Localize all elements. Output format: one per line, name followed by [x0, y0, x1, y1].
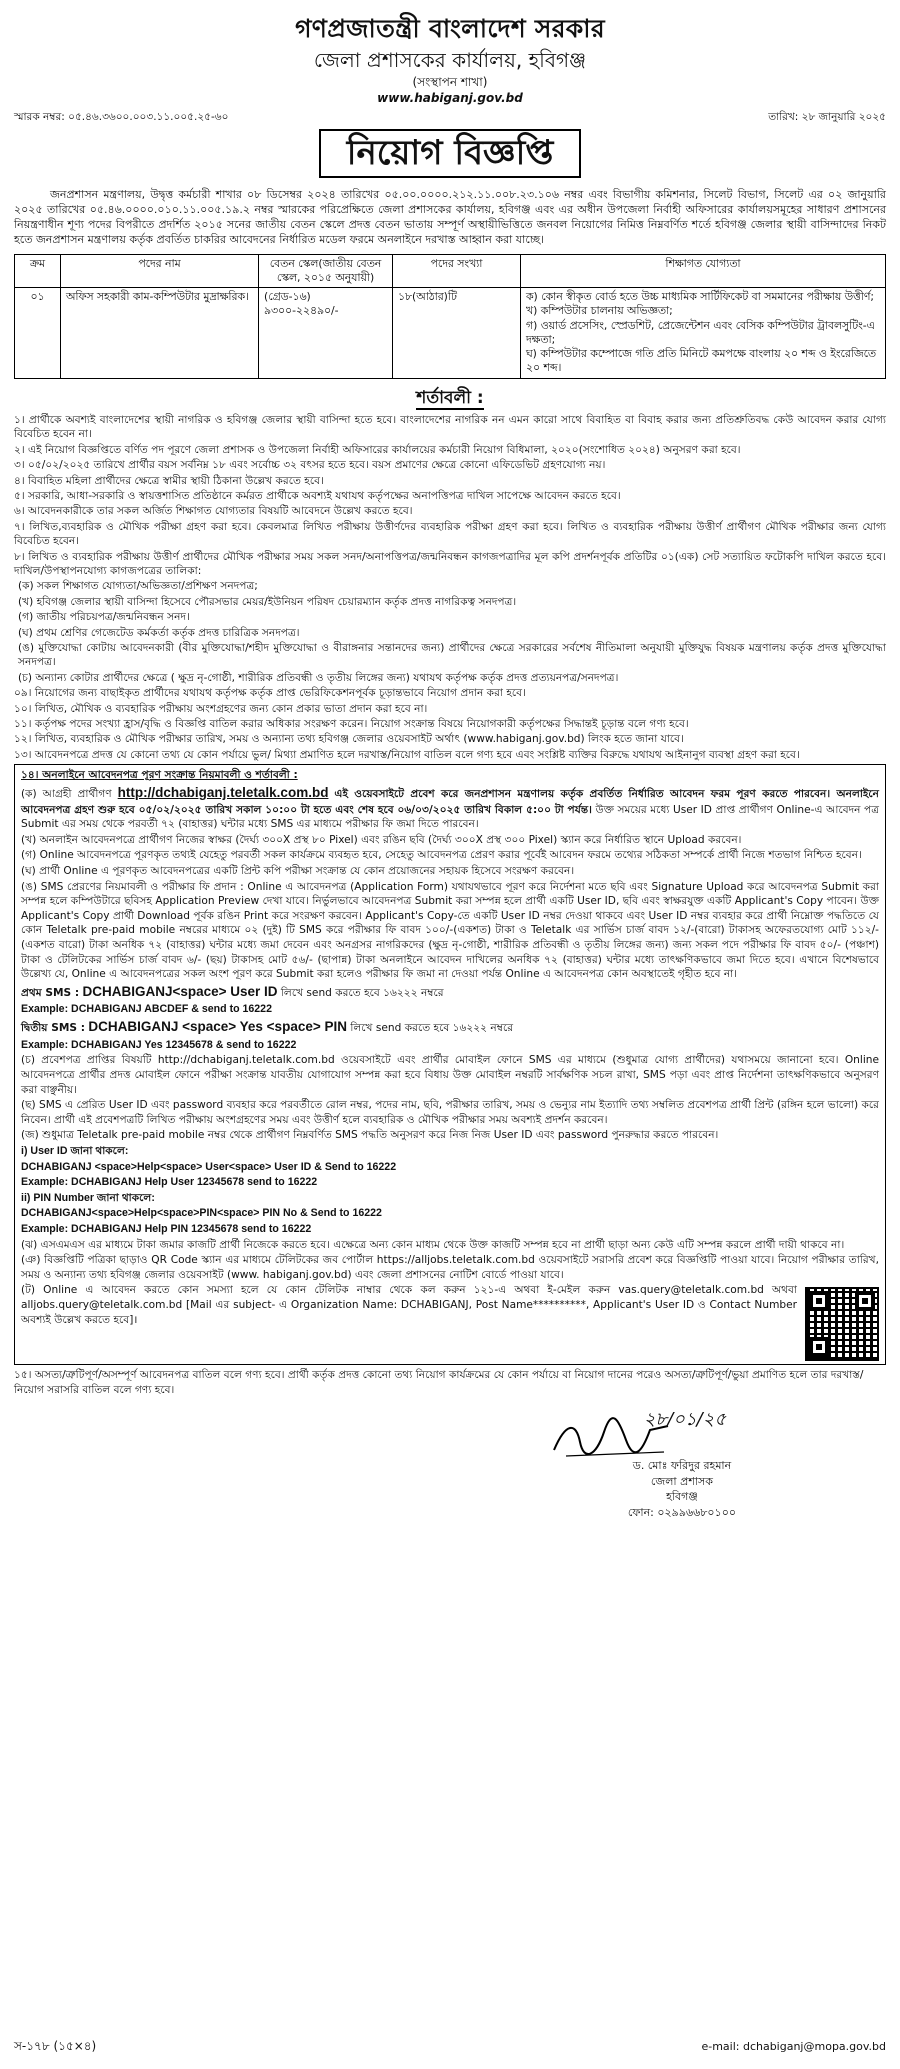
clause: ৮। লিখিত ও ব্যবহারিক পরীক্ষায় উত্তীর্ণ প্রার্থীদের মৌখিক পরীক্ষার সময় সকল সনদ/অনাপত্তিপত্র/জন্মনিবন্ধন কাগজপত্রাদির মূল কপি প্রদর্শনপূর্বক প্রতিটির ০১(এক) সেট সত্যায়িত ফটোকপি দাখিল করতে হবে। দাখিল/উপস্থাপনযোগ্য কাগজপত্রের তালিকা: [14, 550, 886, 578]
edu-item: গ) ওয়ার্ড প্রসেসিং, স্প্রেডশিট, প্রেজেন্টেশন এবং বেসিক কম্পিউটার ট্রাবলসুটিং-এ দক্ষতা; [526, 318, 875, 346]
doc-item: (ঘ) প্রথম শ্রেণির গেজেটেড কর্মকর্তা কর্তৃক প্রদত্ত চারিত্রিক সনদপত্র। [18, 626, 300, 639]
sms-second-tail: লিখে send করতে হবে ১৬২২২ নম্বরে [350, 1022, 514, 1035]
clause: ২। এই নিয়োগ বিজ্ঞপ্তিতে বর্ণিত পদ পূরণে জেলা প্রশাসক ও উপজেলা নির্বাহী অফিসারের কার্যালয়ের কর্মচারী নিয়োগ বিধিমালা, ২০২০(সংশোধিত ২০২৪) অনুসরণ করা হবে। [14, 443, 741, 456]
online-clause-cha: (চ) প্রবেশপত্র প্রাপ্তির বিষয়টি http://dchabiganj.teletalk.com.bd ওয়েবসাইটে এবং প্রার্থীর মোবাইল ফোনে SMS এর মাধ্যমে (শুধুমাত্র যোগ্য প্রার্থীদের) যথাসময়ে জানানো হবে। Online আবেদনপত্রে প্রার্থীর প্রদত্ত মোবাইল ফোনে পরীক্ষা সংক্রান্ত যাবতীয় যোগাযোগ সম্পন্ন করা হবে বিধায় উক্ত মোবাইল নম্বরটি সার্বক্ষণিক সচল রাখা, SMS পড়া এবং প্রাপ্ত নির্দেশনা তাৎক্ষণিকভাবে অনুসরণ করা বাঞ্ছনীয়। [21, 1054, 879, 1096]
clause: ১। প্রার্থীকে অবশ্যই বাংলাদেশের স্থায়ী নাগরিক ও হবিগঞ্জ জেলার স্থায়ী বাসিন্দা হতে হবে। বাংলাদেশের নাগরিক নন এমন কারো সাথে বিবাহিত বা বিবাহ করার জন্য প্রতিশ্রুতিবদ্ধ কেউ আবেদন করার যোগ্য বিবেচিত হবেন না। [14, 413, 886, 441]
clause-15-wrap [14, 1368, 886, 1398]
signature-date: ২৮/০১/২৫ [643, 1409, 726, 1431]
clause: ১৩। আবেদনপত্রে প্রদত্ত যে কোনো তথ্য যে কোন পর্যায়ে ভুল/ মিথ্যা প্রমাণিত হলে দরখাস্ত/নিয়োগ বাতিল বলে গণ্য হবে এবং সংশ্লিষ্ট ব্যক্তির বিরুদ্ধে যথাযথ আইনানুগ ব্যবস্থা গ্রহণ করা হবে। [14, 748, 800, 761]
qr-finder-icon [809, 1291, 829, 1311]
signatory-district: হবিগঞ্জ [666, 1490, 698, 1504]
cell-post-name: অফিস সহকারী কাম-কম্পিউটার মুদ্রাক্ষরিক। [61, 288, 259, 379]
clause: ৭। লিখিত,ব্যবহারিক ও মৌখিক পরীক্ষা গ্রহণ করা হবে। কেবলমাত্র লিখিত পরীক্ষায় উত্তীর্ণদের ব্যবহারিক পরীক্ষা গ্রহণ করা হবে। লিখিত ও ব্যবহারিক পরীক্ষায় উত্তীর্ণ প্রার্থীগণ মৌখিক পরীক্ষার জন্য যোগ্য বিবেচিত হবেন। [14, 520, 886, 548]
online-ka-lead: (ক) আগ্রহী প্রার্থীগণ [21, 787, 112, 800]
edu-item: খ) কম্পিউটার চালনায় অভিজ্ঞতা; [526, 304, 673, 318]
clause: ১২। লিখিত, ব্যবহারিক ও মৌখিক পরীক্ষার তারিখ, সময় ও অন্যান্য তথ্য হবিগঞ্জ জেলার ওয়েবসাইট অর্থাৎ (www.habiganj.gov.bd) লিংক হতে জানা যাবে। [14, 733, 684, 746]
clause: ৪। বিবাহিত মহিলা প্রার্থীদের ক্ষেত্রে স্বামীর স্থায়ী ঠিকানা উল্লেখ করতে হবে। [14, 474, 324, 487]
conditions-list [14, 413, 886, 762]
doc-item: (ঙ) মুক্তিযোদ্ধা কোটায় আবেদনকারী (বীর মুক্তিযোদ্ধা/শহীদ মুক্তিযোদ্ধা ও বীরাঙ্গনার সন্তানদের জন্য) প্রার্থীদের ক্ষেত্রে সরকারের সর্বশেষ নীতিমালা অনুযায়ী মুক্তিযুদ্ধ বিষয়ক মন্ত্রণালয় কর্তৃক প্রদত্ত মুক্তিযোদ্ধা সনদপত্র। [18, 642, 886, 669]
sms-first-label: প্রথম SMS : [21, 986, 80, 999]
sms-second-label: দ্বিতীয় SMS : [21, 1022, 85, 1035]
sms-second-example: Example: DCHABIGANJ Yes 12345678 & send to 16222 [21, 1038, 297, 1051]
th-post-count: পদের সংখ্যা [393, 254, 521, 288]
signature-block [14, 1404, 886, 1524]
online-ka-text: এই ওয়েবসাইটে প্রবেশ করে জনপ্রশাসন মন্ত্রণালয় কর্তৃক প্রবর্তিত নির্ধারিত আবেদন ফরম পূরণ করতে পারবেন। অনলাইনে আবেদনপত্র গ্রহণ শুরু হবে ০৫/০২/২০২৫ তারিখ সকাল ১০:০০ টা হতে এবং শেষ হবে ০৬/০৩/২০২৫ তারিখ বিকাল ৫:০০ টা পর্যন্ত। [21, 787, 880, 816]
sms-first-example: Example: DCHABIGANJ ABCDEF & send to 16222 [21, 1003, 272, 1016]
signatory-designation: জেলা প্রশাসক [650, 1474, 713, 1488]
publication-code: স-১৭৮ (১৫×৪) [14, 2039, 97, 2054]
qr-code-icon[interactable] [805, 1287, 879, 1361]
online-clause-nya: (ঞ) বিজ্ঞপ্তিটি পত্রিকা ছাড়াও QR Code স্ক্যান এর মাধ্যমে টেলিটকের জব পোর্টাল https://alljobs.teletalk.com.bd ওয়েবসাইটে সরাসরি প্রবেশ করে বিজ্ঞপ্তিটি পাওয়া যাবে। নিয়োগ পরীক্ষার তারিখ, সময় ও অন্যান্য তথ্য হবিগঞ্জ জেলার ওয়েবসাইট (www. habiganj.gov.bd) এবং জেলা প্রশাসনের নোটিশ বোর্ডে পাওয়া যাবে। [21, 1254, 879, 1281]
clause: ১১। কর্তৃপক্ষ পদের সংখ্যা হ্রাস/বৃদ্ধি ও বিজ্ঞপ্তি বাতিল করার অধিকার সংরক্ষণ করেন। নিয়োগ সংক্রান্ত বিষয়ে নিয়োগকারী কর্তৃপক্ষের সিদ্ধান্তই চূড়ান্ত বলে গণ্য হবে। [14, 718, 689, 731]
edu-item: ঘ) কম্পিউটার কম্পোজে গতি প্রতি মিনিটে কমপক্ষে বাংলায় ২০ শব্দ ও ইংরেজিতে ২০ শব্দ। [526, 347, 877, 375]
th-pay-scale: বেতন স্কেল(জাতীয় বেতন স্কেল, ২০১৫ অনুযায়ী) [259, 254, 393, 288]
online-clause-chha: (ছ) SMS এ প্রেরিত User ID এবং password ব্যবহার করে পরবর্তীতে রোল নম্বর, পদের নাম, ছবি, পরীক্ষার তারিখ, সময় ও ভেন্যুর নাম ইত্যাদি তথ্য সম্বলিত প্রবেশপত্র প্রার্থী প্রিন্ট (রঙ্গিন হলে ভালো) করে নিবেন। প্রার্থী এই প্রবেশপত্রটি লিখিত পরীক্ষায় অংশগ্রহণের সময় এবং উত্তীর্ণ হলে ব্যবহারিক ও মৌখিক পরীক্ষার সময় অবশ্যই প্রদর্শন করবেন। [21, 1099, 879, 1126]
conditions-heading: শর্তাবলী : [416, 387, 484, 408]
qr-finder-icon [855, 1291, 875, 1311]
contact-email[interactable]: e-mail: dchabiganj@mopa.gov.bd [701, 2040, 886, 2054]
table-header-row [15, 254, 886, 288]
signatory [628, 1458, 736, 1520]
sms-first-command: DCHABIGANJ<space> User ID [82, 983, 278, 999]
conditions-heading-wrap [14, 387, 886, 409]
doc-item: (খ) হবিগঞ্জ জেলার স্থায়ী বাসিন্দা হিসেবে পৌরসভার মেয়র/ইউনিয়ন পরিষদ চেয়ারম্যান কর্তৃক প্রদত্ত নাগরিকত্ব সনদপত্র। [18, 595, 517, 608]
contact-row [21, 1283, 879, 1361]
cell-pay-scale: (গ্রেড-১৬) ৯৩০০-২২৪৯০/- [259, 288, 393, 379]
signatory-phone: ফোন: ০২৯৯৬৬৮০১০০ [627, 1505, 736, 1519]
clause: ০৯। নিয়োগের জন্য বাছাইকৃত প্রার্থীদের যথাযথ কর্তৃপক্ষ কর্তৃক প্রাপ্ত ভেরিফিকেশনপূর্বক চূড়ান্তভাবে নিয়োগ প্রদান করা হবে। [14, 687, 526, 700]
branch-name: (সংস্থাপন শাখা) [412, 75, 488, 90]
clause: ৫। সরকারি, আধা-সরকারি ও স্বায়ত্তশাসিত প্রতিষ্ঠানে কর্মরত প্রার্থীকে অবশ্যই যথাযথ কর্তৃপক্ষের অনাপত্তিপত্র দাখিল সাপেক্ষে আবেদন করতে হবে। [14, 489, 621, 502]
recovery-userid-label: i) User ID জানা থাকলে: [21, 1144, 129, 1157]
online-clause-jha: (ঝ) এসএমএস এর মাধ্যমে টাকা জমার কাজটি প্রার্থী নিজেকে করতে হবে। এক্ষেত্রে অন্য কোন মাধ্যম থেকে উক্ত কাজটি সম্পন্ন হবে না প্রার্থী ছাড়া অন্য কেউ এটি সম্পন্ন করলে প্রার্থী দায়ী থাকবে না। [21, 1238, 845, 1251]
notice-title: নিয়োগ বিজ্ঞপ্তি [319, 129, 582, 178]
clause: ৬। আবেদনকারীকে তার সকল অর্জিত শিক্ষাগত যোগ্যতার বিষয়টি আবেদনে উল্লেখ করতে হবে। [14, 505, 413, 518]
online-clause-ta: (ট) Online এ আবেদন করতে কোন সমস্যা হলে যে কোন টেলিটক নাম্বার থেকে কল করুন ১২১-এ অথবা ই-মেইল করুন vas.query@teletalk.com.bd অথবা alljobs.query@teletalk.com.bd [Mail এর subject- এ Organization Name: DCHABIGANJ, Post Name**********, Applicant's User ID ও Contact Number অবশ্যই উল্লেখ করতে হবে]। [21, 1284, 797, 1326]
online-clause-ga: (গ) Online আবেদনপত্রে পূরণকৃত তথ্যই যেহেতু পরবর্তী সকল কার্যক্রমে ব্যবহৃত হবে, সেহেতু আবেদনপত্র প্রেরণ করার পূর্বেই আবেদন ফরমে তথ্যের সঠিকতা সম্পর্কে প্রার্থী নিজে শতভাগ নিশ্চিত হবেন। [21, 849, 862, 862]
posts-table [14, 254, 886, 379]
online-clause-nga: (ঙ) SMS প্রেরণের নিয়মাবলী ও পরীক্ষার ফি প্রদান : Online এ আবেদনপত্র (Application Form) যথাযথভাবে পূরণ করে নির্দেশনা মতে ছবি এবং Signature Upload করে আবেদনপত্র Submit করা সম্পন্ন হলে কম্পিউটারে ছবিসহ Application Preview দেখা যাবে। নির্ভুলভাবে আবেদনপত্র Submit করা সম্পন্ন হলে প্রার্থী একটি User ID, ছবি এবং স্বাক্ষরযুক্ত একটি Applicant's Copy পাবেন। উক্ত Applicant's Copy প্রার্থী Download পূর্বক রঙিন Print করে সংরক্ষণ করবেন। Applicant's Copy-তে একটি User ID নম্বর দেওয়া থাকবে এবং User ID নম্বর ব্যবহার করে প্রার্থী নিম্নোক্ত পদ্ধতিতে যে কোন Teletalk pre-paid mobile নম্বরের মাধ্যমে ০২ (দুই) টি SMS করে পরীক্ষার ফি বাবদ ১০০/-(একশত) টাকা ও Teletalk এর সার্ভিস চার্জ বাবদ ১২/-(বারো) টাকাসহ অফেরতযোগ্য মোট ১১২/-(একশত বারো) টাকা অনধিক ৭২ (বাহাত্তর) ঘন্টার মধ্যে জমা দেবেন এবং অনগ্রসর নাগরিকদের (ক্ষুদ্র নৃ-গোষ্ঠী, শারীরিক প্রতিবন্ধী ও তৃতীয় লিঙ্গের জন্য) জন্য সকল পদে পরীক্ষার ফি বাবদ ৫০/- (পঞ্চাশ) টাকা ও টেলিটকের সার্ভিস চার্জ বাবদ ৬/- (ছয়) টাকাসহ মোট ৫৬/- (ছাপান্ন) টাকা অনলাইনে আবেদন দাখিলের অনধিক ৭২ (বাহাত্তর) ঘন্টার মধ্যে তাৎক্ষণিকভাবে জমা দিতে হবে। এখানে বিশেষভাবে উল্লেখ্য যে, Online এ আবেদনপত্রের সকল অংশ পূরণ করে Submit করা হলেও পরীক্ষার ফি জমা না দেওয়া পর্যন্ত Online এ আবেদনপত্র কোন অবস্থাতেই গৃহীত হবে না। [21, 880, 879, 981]
online-application-box [14, 764, 886, 1365]
doc-item: (গ) জাতীয় পরিচয়পত্র/জন্মনিবন্ধন সনদ। [18, 611, 190, 624]
online-clause-gha: (ঘ) প্রার্থী Online এ পূরণকৃত আবেদনপত্রের একটি প্রিন্ট কপি পরীক্ষা সংক্রান্ত যে কোন প্রয়োজনের সহায়ক হিসেবে সংরক্ষণ করবেন। [21, 864, 575, 877]
online-clause-ja: (জ) শুধুমাত্র Teletalk pre-paid mobile নম্বর থেকে প্রার্থীগণ নিম্নবর্ণিত SMS পদ্ধতি অনুসরণ করে নিজ নিজ User ID এবং password পুনরুদ্ধার করতে পারবেন। [21, 1129, 719, 1142]
clause: ১০। লিখিত, মৌখিক ও ব্যবহারিক পরীক্ষায় অংশগ্রহণের জন্য কোন প্রকার ভাতা প্রদান করা হবে না। [14, 702, 428, 715]
memo-date: তারিখ: ২৮ জানুয়ারি ২০২৫ [768, 111, 886, 124]
office-website: www.habiganj.gov.bd [377, 91, 523, 106]
application-url-link[interactable]: http://dchabiganj.teletalk.com.bd [117, 784, 329, 800]
online-clause-ka [21, 784, 879, 832]
clause: ১৫। অসত্য/ত্রুটিপূর্ণ/অসম্পূর্ণ আবেদনপত্র বাতিল বলে গণ্য হবে। প্রার্থী কর্তৃক প্রদত্ত কোনো তথ্য নিয়োগ কার্যক্রমের যে কোন পর্যায়ে বা নিয়োগ দানের পরেও অসত্য/ত্রুটিপূর্ণ/ভুয়া প্রমাণিত হলে তার দরখাস্ত/নিয়োগ সরাসরি বাতিল বলে গণ্য হবে। [14, 1369, 864, 1397]
recovery-pin-label: ii) PIN Number জানা থাকলে: [21, 1191, 155, 1204]
page-footer [14, 2039, 886, 2055]
edu-item: ক) কোন স্বীকৃত বোর্ড হতে উচ্চ মাধ্যমিক সার্টিফিকেট বা সমমানের পরীক্ষায় উত্তীর্ণ; [526, 290, 875, 304]
recovery-pin-example: Example: DCHABIGANJ Help PIN 12345678 send to 16222 [21, 1223, 312, 1236]
doc-item: (ক) সকল শিক্ষাগত যোগ্যতা/অভিজ্ঞতা/প্রশিক্ষণ সনদপত্র; [18, 580, 258, 593]
sms-first [21, 983, 879, 1002]
memo-ref: স্মারক নম্বর: ০৫.৪৬.৩৬০০.০০৩.১১.০০৫.২৫-৬০ [14, 111, 229, 124]
office-name: জেলা প্রশাসকের কার্যালয়, হবিগঞ্জ [313, 48, 587, 72]
table-row [15, 288, 886, 379]
th-post-name: পদের নাম [61, 254, 259, 288]
memo-row [14, 111, 886, 125]
signatory-name: ড. মোঃ ফরিদুর রহমান [632, 1459, 732, 1473]
cell-education [521, 288, 886, 379]
sms-second [21, 1018, 879, 1037]
th-education: শিক্ষাগত যোগ্যতা [521, 254, 886, 288]
title-box [14, 129, 886, 178]
letterhead [14, 12, 886, 107]
sms-first-tail: লিখে send করতে হবে ১৬২২২ নম্বরে [280, 986, 444, 999]
qr-finder-icon [809, 1337, 829, 1357]
online-ka-fee-text: উক্ত সময়ের মধ্যে User ID প্রাপ্ত প্রার্থীগণ Online-এ আবেদন পত্র Submit এর সময় থেকে পরবর্তী ৭২ (বাহাত্তর) ঘন্টার মধ্যে SMS এর মাধ্যমে পরীক্ষার ফি জমা দিতে পারবেন। [21, 803, 879, 831]
cell-serial: ০১ [15, 288, 61, 379]
online-heading: ১৪। অনলাইনে আবেদনপত্র পূরণ সংক্রান্ত নিয়মাবলী ও শর্তাবলী : [21, 769, 298, 782]
recovery-userid-example: Example: DCHABIGANJ Help User 12345678 send to 16222 [21, 1176, 318, 1189]
cell-post-count: ১৮(আঠার)টি [393, 288, 521, 379]
online-clause-kha: (খ) অনলাইন আবেদনপত্রে প্রার্থীগণ নিজের স্বাক্ষর (দৈর্ঘ্য ৩০০X প্রস্থ ৮০ Pixel) এবং রঙিন ছবি (দৈর্ঘ্য ৩০০X প্রস্থ ৩০০ Pixel) স্ক্যান করে নির্ধারিত স্থানে Upload করবেন। [21, 833, 742, 846]
sms-second-command: DCHABIGANJ <space> Yes <space> PIN [88, 1019, 347, 1035]
recovery-pin-command: DCHABIGANJ<space>Help<space>PIN<space> PIN No & Send to 16222 [21, 1207, 382, 1220]
recovery-userid-command: DCHABIGANJ <space>Help<space> User<space> User ID & Send to 16222 [21, 1160, 397, 1173]
government-name: গণপ্রজাতন্ত্রী বাংলাদেশ সরকার [295, 14, 605, 43]
doc-item: (চ) অন্যান্য কোটার প্রার্থীদের ক্ষেত্রে ( ক্ষুদ্র নৃ-গোষ্ঠী, শারীরিক প্রতিবন্ধী ও তৃতীয় লিঙ্গের জন্য) যথাযথ কর্তৃপক্ষ কর্তৃক প্রদত্ত প্রত্যয়নপত্র/সনদপত্র। [18, 671, 619, 684]
clause: ৩। ০৫/০২/২০২৫ তারিখে প্রার্থীর বয়স সর্বনিম্ন ১৮ এবং সর্বোচ্চ ৩২ বৎসর হতে হবে। বয়স প্রমাণের ক্ষেত্রে কোনো এফিডেভিট গ্রহণযোগ্য নয়। [14, 459, 606, 472]
th-serial: ক্রম [15, 254, 61, 288]
intro-paragraph: জনপ্রশাসন মন্ত্রণালয়, উদ্বৃত্ত কর্মচারী শাখার ০৮ ডিসেম্বর ২০২৪ তারিখের ০৫.০০.০০০০.২১২.১১.০০৮.২৩.১০৬ নম্বর এবং বিভাগীয় কমিশনার, সিলেট বিভাগ, সিলেট এর ০২ জানুয়ারি ২০২৫ তারিখের ০৫.৪৬.০০০০.০১০.১১.০০৫.১৯.২ নম্বর স্মারকের পরিপ্রেক্ষিতে জেলা প্রশাসকের কার্যালয়, হবিগঞ্জ এবং এর অধীন উপজেলা নির্বাহী অফিসারের কার্যালয়সমূহের সাধারণ প্রশাসনের নিয়ন্ত্রণাধীন শূণ্য পদের বিপরীতে প্রদর্শিত ২০১৫ সনের জাতীয় বেতন স্কেলে প্রদত্ত বেতন ভাতায় সম্পূর্ণ অস্থায়ীভিত্তিতে জনবল নিয়োগের নিমিত্ত নিম্নবর্ণিত শর্তে হবিগঞ্জ জেলার স্থায়ী বাসিন্দাদের নিকট হতে জনপ্রশাসন মন্ত্রণালয় কর্তৃক প্রবর্তিত চাকরির আবেদনের নির্ধারিত মডেল ফরমে অনলাইনে দরখাস্ত আহ্বান করা যাচ্ছে। [14, 187, 886, 246]
